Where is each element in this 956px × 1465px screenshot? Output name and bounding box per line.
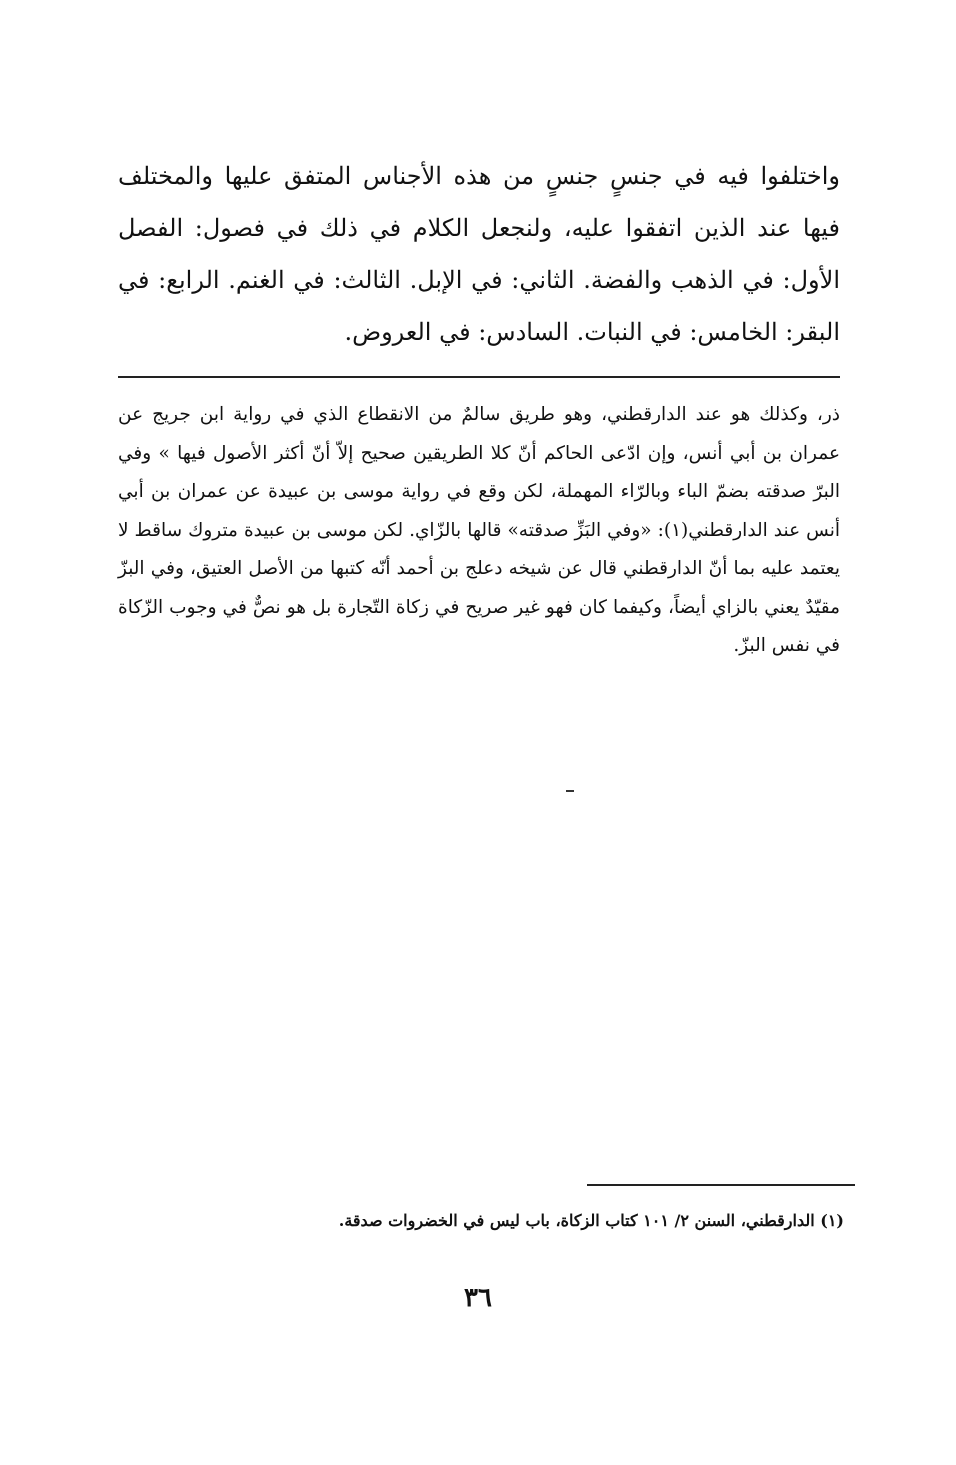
ink-speck	[566, 790, 574, 792]
footnote-text: (١) الدارقطني، السنن ٢/ ١٠١ كتاب الزكاة، باب ليس في الخضروات صدقة.	[338, 1211, 844, 1230]
main-text: واختلفوا فيه في جنسٍ جنسٍ من هذه الأجناس المتفق عليها والمختلف فيها عند الذين اتفقوا عليه، ولنجعل الكلام في ذلك في فصول: الفصل الأول: في الذهب والفضة. الثاني: في الإبل. الثالث: في الغنم. الرابع: في البقر: الخامس: في النبات. السادس: في العروض.	[118, 162, 840, 346]
commentary-text: ذر، وكذلك هو عند الدارقطني، وهو طريق سالمٌ من الانقطاع الذي في رواية ابن جريج عن عمران بن أبي أنس، وإن ادّعى الحاكم أنّ كلا الطريقين صحيح إلاّ أنّ أكثر الأصول فيها » وفي البرّ صدقته بضمّ الباء وبالرّاء المهملة، لكن وقع في رواية موسى بن عبيدة عن عمران بن أبي أنس عند الدارقطني(١): «وفي البَزِّ صدقته» قالها بالزّاي. لكن موسى بن عبيدة متروك ساقط لا يعتمد عليه بما أنّ الدارقطني قال عن شيخه دعلج بن أحمد أنّه كتبها من الأصل العتيق، وفي البزّ مقيّدٌ يعني بالزاي أيضاً، وكيفما كان فهو غير صريح في زكاة التّجارة بل هو نصٌّ في وجوب الزّكاة في نفس البزّ.	[118, 404, 840, 656]
commentary-block	[118, 396, 840, 666]
main-paragraph	[118, 150, 840, 358]
footnote-divider	[587, 1184, 855, 1186]
page-number: ٣٦	[464, 1283, 492, 1313]
section-divider	[118, 376, 840, 378]
footnote-block	[118, 1208, 844, 1234]
